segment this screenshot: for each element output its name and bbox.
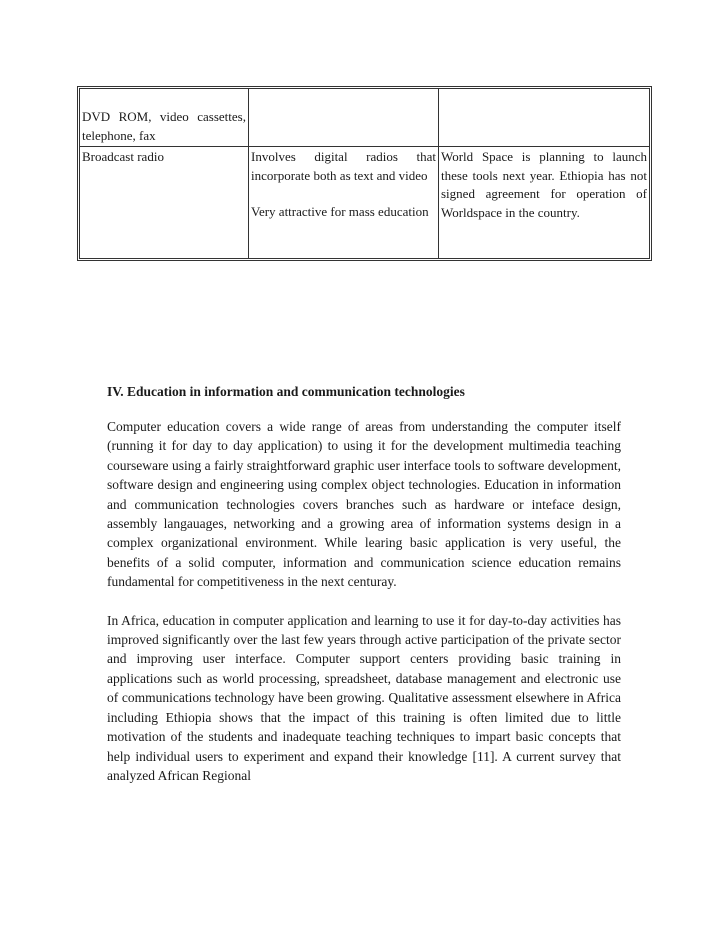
section-ict-education [107,382,621,785]
table-cell-status [439,89,649,146]
cell-text: Broadcast radio [82,149,164,164]
table-cell-status [439,147,649,258]
cell-text: Very attractive for mass education [251,204,429,219]
cell-text: Involves digital radios that incorporate both as text and video [251,149,436,183]
table-cell-description [249,89,439,146]
table-cell-media-type [80,147,249,258]
media-tools-table [77,86,652,261]
table-cell-media-type [80,89,249,146]
section-heading: IV. Education in information and communication technologies [107,384,465,399]
table-cell-description [249,147,439,258]
body-paragraph: In Africa, education in computer application and learning to use it for day-to-day activities has improved significantly over the last few years through active participation of the private sector and improving user interface. Computer support centers providing basic training in applications such as world processing, spreadsheet, database management and electronic use of communications technology have been growing. Qualitative assessment elsewhere in Africa including Ethiopia shows that the impact of this training is often limited due to little motivation of the students and inadequate teaching techniques to impart basic concepts that help individual users to experiment and expand their knowledge [11]. A current survey that analyzed African Regional [107,612,621,783]
cell-text: DVD ROM, video cassettes, telephone, fax [82,109,246,143]
cell-text: World Space is planning to launch these tools next year. Ethiopia has not signed agreement for operation of Worldspace in the country. [441,149,647,220]
table-row [80,89,649,146]
body-paragraph: Computer education covers a wide range of areas from understanding the computer itself (running it for day to day application) to using it for the development multimedia teaching courseware using a fairly straightforward graphic user interface tools to software development, software design and engineering using complex object technologies. Education in information and communication technologies covers branches such as hardware or inteface design, assembly langauages, networking and a growing area of information systems design in a complex organizational environment. While learing basic application is very useful, the benefits of a solid computer, information and communication science education remains fundamental for competitiveness in the next centuray. [107,419,621,590]
table-row [80,146,649,258]
